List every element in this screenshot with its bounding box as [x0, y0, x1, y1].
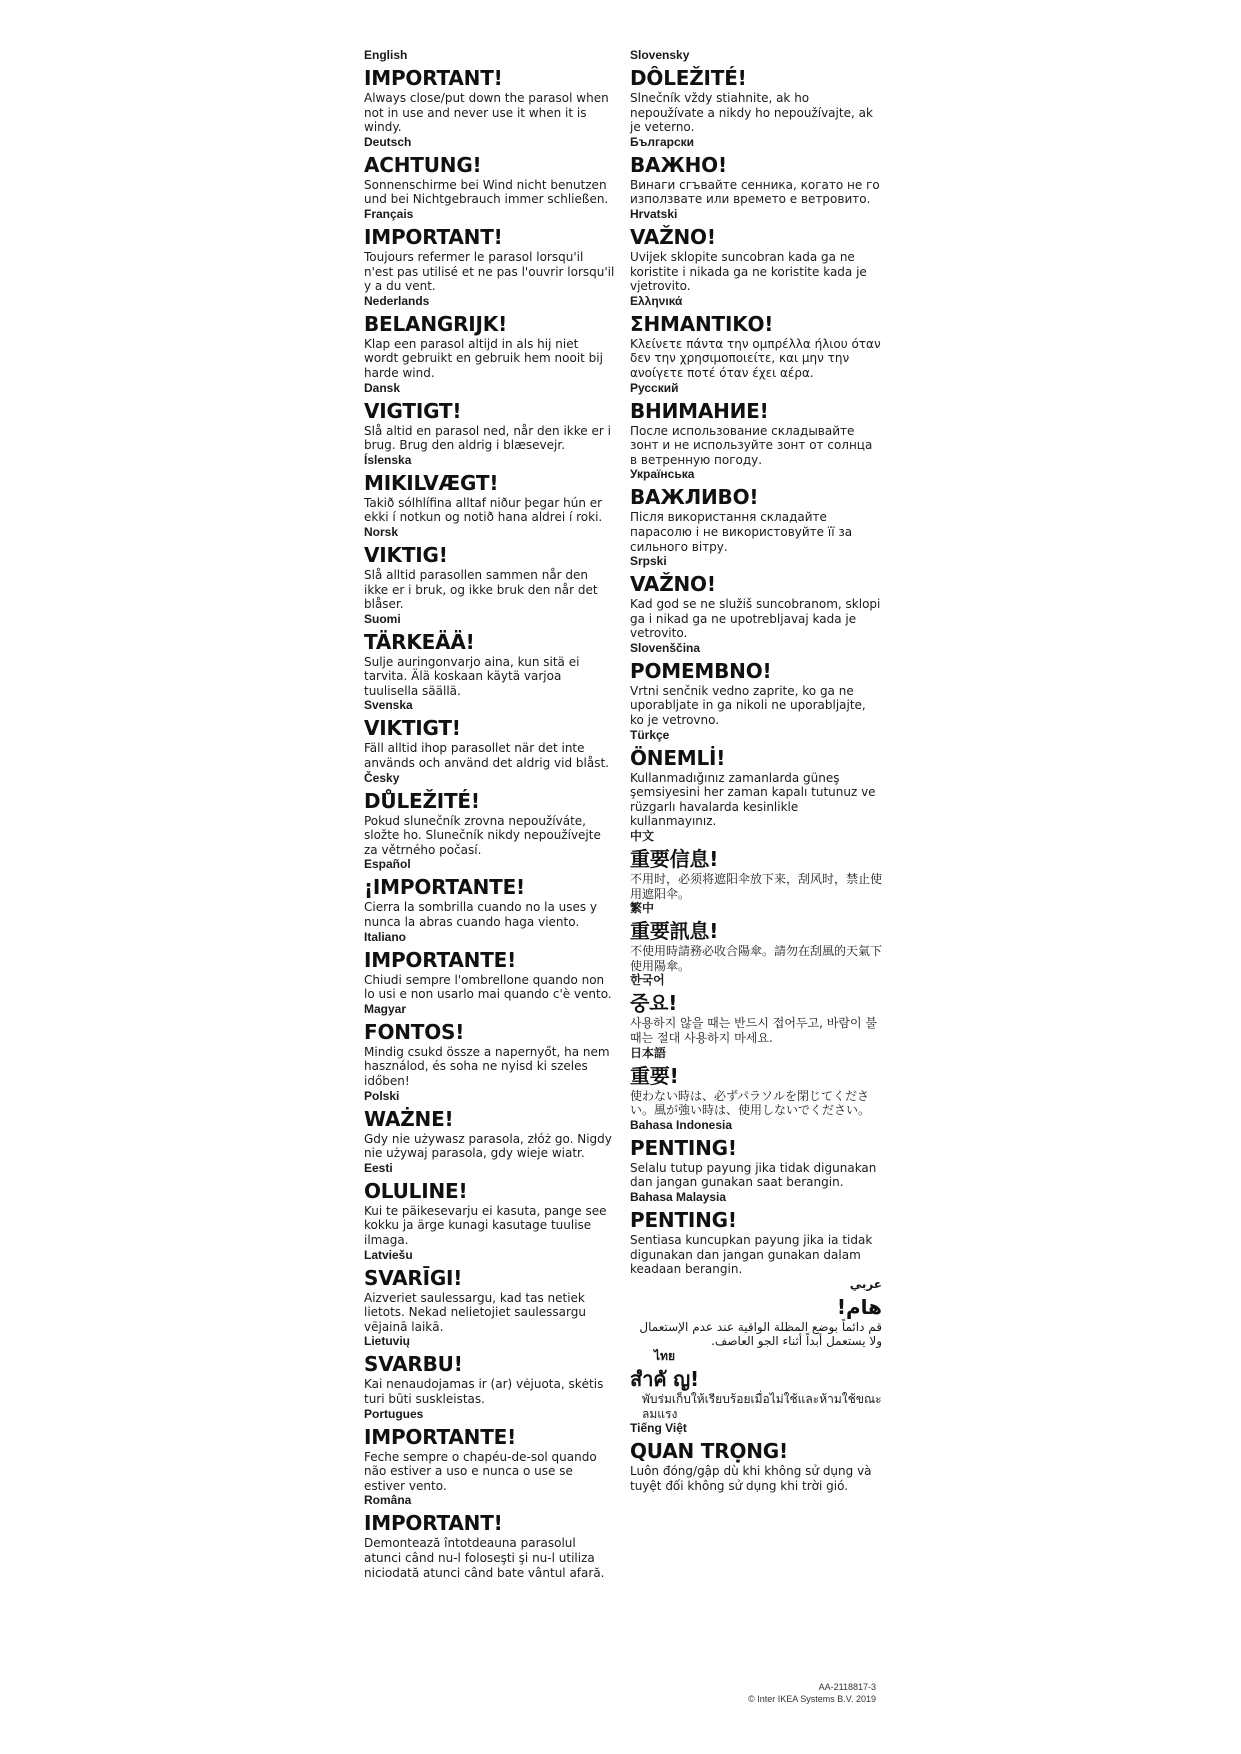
warning-text: قم دائماً بوضع المظلة الواقية عند عدم الإستعمال ولا يستعمل أبداً أثناء الجو العاصف.	[639, 1319, 882, 1349]
warning-heading: SVARĪGI!	[364, 1265, 463, 1290]
language-name: Latviešu	[364, 1247, 413, 1262]
warning-text: Kullanmadığınız zamanlarda güneş şemsiyesini her zaman kapalı tutunuz ve rüzgarlı havalarda kesinlikle kullanmayınız.	[630, 770, 876, 829]
warning-text: พับร่มเก็บให้เรียบร้อยเมื่อไม่ใช้และห้ามใช้ขณะลมแรง	[642, 1391, 882, 1421]
language-block	[364, 698, 616, 770]
language-name: Srpski	[630, 554, 667, 569]
language-block	[364, 135, 616, 207]
warning-heading: BELANGRIJK!	[364, 311, 507, 336]
language-name: English	[364, 48, 408, 62]
language-name: ไทย	[654, 1348, 675, 1363]
language-name: Русский	[630, 380, 679, 395]
language-block	[630, 901, 882, 973]
warning-text: Klap een parasol altijd in als hij niet wordt gebruikt en gebruik hem nooit bij harde wind.	[364, 336, 603, 380]
warning-heading: ВАЖЛИВО!	[630, 485, 759, 510]
warning-heading: ΣΗΜΑΝΤΙΚΟ!	[630, 311, 774, 336]
warning-text: Luôn đóng/gập dù khi không sử dụng và tuyệt đối không sử dụng khi trời gió.	[630, 1464, 872, 1493]
warning-text: Sentiasa kuncupkan payung jika ia tidak digunakan dan jangan gunakan dalam keadaan berangin.	[630, 1232, 873, 1277]
warning-heading: IMPORTANTE!	[364, 947, 517, 972]
warning-heading: IMPORTANT!	[364, 224, 503, 249]
language-name: Eesti	[364, 1160, 393, 1175]
language-name: Hrvatski	[630, 206, 678, 221]
language-block	[630, 1190, 882, 1277]
article-number: AA-2118817-3	[818, 1682, 876, 1692]
language-name: Deutsch	[364, 134, 412, 149]
warning-heading: PENTING!	[630, 1207, 737, 1232]
warning-heading: DŮLEŽITÉ!	[364, 788, 480, 813]
language-block	[364, 1248, 616, 1335]
warning-text: Mindig csukd össze a napernyőt, ha nem használod, és soha ne nyisd ki szeles időben!	[364, 1044, 610, 1088]
language-block	[630, 135, 882, 207]
warning-text: Kai nenaudojamas ir (ar) vėjuota, skėtis turi būti suskleistas.	[364, 1377, 604, 1406]
warning-heading: PENTING!	[630, 1135, 737, 1160]
language-block	[364, 612, 616, 699]
language-name: Français	[364, 206, 414, 221]
warning-heading: OLULINE!	[364, 1178, 468, 1203]
warning-text: Uvijek sklopite suncobran kada ga ne koristite i nikada ga ne koristite kada je vjetrovito.	[630, 249, 867, 294]
language-block	[630, 48, 882, 135]
language-name: Tiếng Việt	[630, 1421, 687, 1436]
language-block	[364, 453, 616, 525]
warning-heading: هام!	[836, 1294, 882, 1319]
language-block	[364, 857, 616, 929]
language-block	[364, 1493, 616, 1580]
language-block	[364, 930, 616, 1002]
warning-heading: ¡IMPORTANTE!	[364, 875, 525, 900]
language-name: Svenska	[364, 698, 413, 713]
language-name: Norsk	[364, 524, 399, 539]
warning-text: Toujours refermer le parasol lorsqu'il n'est pas utilisé et ne pas l'ouvrir lorsqu'il y a du vent.	[364, 249, 615, 294]
language-block	[630, 829, 882, 901]
language-name: Български	[630, 134, 695, 149]
language-block	[630, 1118, 882, 1190]
warning-text: Винаги сгъвайте сенника, когато не го използвате или времето е ветровито.	[630, 177, 880, 207]
warning-text: Takið sólhlífina alltaf niður þegar hún er ekki í notkun og notið hana aldrei í roki.	[364, 495, 603, 525]
language-block	[630, 728, 882, 829]
language-name: عربي	[849, 1276, 882, 1291]
language-block	[364, 1002, 616, 1089]
language-block	[630, 467, 882, 554]
warning-heading: ВНИМАНИЕ!	[630, 398, 769, 423]
warning-heading: VIKTIGT!	[364, 716, 461, 741]
language-block	[630, 1421, 882, 1493]
language-block	[364, 1161, 616, 1248]
language-block	[364, 525, 616, 612]
warning-heading: SVARBU!	[364, 1352, 463, 1377]
warning-heading: VAŽNO!	[630, 224, 716, 249]
warning-heading: MIKILVÆGT!	[364, 470, 499, 495]
warning-heading: TÄRKEÄÄ!	[364, 629, 475, 654]
warning-heading: QUAN TRỌNG!	[630, 1439, 788, 1464]
warning-heading: 重要信息!	[630, 847, 719, 872]
warning-text: Cierra la sombrilla cuando no la uses y nunca la abras cuando haga viento.	[364, 900, 598, 930]
warning-heading: 중요!	[630, 991, 678, 1016]
language-name: Magyar	[364, 1001, 407, 1016]
warning-heading: IMPORTANTE!	[364, 1424, 517, 1449]
language-block	[630, 1046, 882, 1118]
warning-heading: ÖNEMLİ!	[630, 745, 726, 770]
warning-text: Always close/put down the parasol when not in use and never use it when it is windy.	[364, 91, 609, 135]
warning-text: Kui te päikesevarju ei kasuta, pange see kokku ja ärge kunagi kasutage tuulise ilmaga.	[364, 1203, 607, 1247]
warning-heading: VIKTIG!	[364, 542, 448, 567]
warning-text: Demontează întotdeauna parasolul atunci când nu-l foloseşti şi nu-l utiliza niciodată atunci când bate vântul afară.	[364, 1536, 605, 1580]
warning-heading: สำคั ญ!	[630, 1366, 699, 1391]
language-block	[364, 1334, 616, 1406]
warning-heading: VIGTIGT!	[364, 398, 462, 423]
language-name: Nederlands	[364, 293, 430, 308]
warning-text: Slnečník vždy stiahnite, ak ho nepoužívate a nikdy ho nepoužívajte, ak je veterno.	[630, 91, 873, 135]
language-name: Bahasa Malaysia	[630, 1189, 727, 1204]
warning-heading: 重要!	[630, 1063, 679, 1088]
warning-text: Aizveriet saulessargu, kad tas netiek lietots. Nekad nelietojiet saulessargu vējainā laikā.	[364, 1290, 586, 1334]
warning-text: 不用时，必须将遮阳伞放下来，刮风时，禁止使用遮阳伞。	[630, 872, 883, 901]
warning-heading: WAŻNE!	[364, 1106, 454, 1131]
language-name: Ελληνικά	[630, 293, 683, 308]
warning-text: 不使用時請務必收合陽傘。請勿在刮風的天氣下使用陽傘。	[630, 944, 883, 973]
warning-text: Selalu tutup payung jika tidak digunakan dan jangan gunakan saat berangin.	[630, 1160, 877, 1190]
language-block	[364, 1089, 616, 1161]
language-block	[630, 207, 882, 294]
warning-heading: FONTOS!	[364, 1019, 465, 1044]
warning-text: Slå altid en parasol ned, når den ikke er i brug. Brug den aldrig i blæsevejr.	[364, 423, 611, 453]
warning-heading: DÔLEŽITÉ!	[630, 66, 747, 90]
language-block	[364, 771, 616, 858]
warning-text: Chiudi sempre l'ombrellone quando non lo usi e non usarlo mai quando c'è vento.	[364, 972, 612, 1002]
language-name: Polski	[364, 1088, 400, 1103]
warning-text: Після використання складайте парасолю і не використовуйте її за сильного вітру.	[630, 510, 853, 554]
language-name: Česky	[364, 770, 400, 785]
language-block	[630, 641, 882, 728]
language-name: 繁中	[630, 901, 655, 916]
warning-text: Sonnenschirme bei Wind nicht benutzen und bei Nichtgebrauch immer schließen.	[364, 177, 609, 207]
language-name: Bahasa Indonesia	[630, 1117, 733, 1132]
language-name: Türkçe	[630, 727, 670, 742]
language-block	[364, 294, 616, 381]
language-name: Suomi	[364, 611, 401, 626]
right-column	[630, 48, 882, 1493]
language-name: Româna	[364, 1493, 412, 1508]
warning-heading: ВАЖНО!	[630, 152, 727, 177]
warning-text: Κλείνετε πάντα την ομπρέλλα ήλιου όταν δεν την χρησιμοποιείτε, και μην την ανοίγετε ποτέ όταν έχει αέρα.	[630, 336, 881, 380]
language-name: 日本語	[630, 1045, 667, 1060]
language-block	[364, 381, 616, 453]
language-name: Íslenska	[364, 452, 412, 467]
language-name: Slovensky	[630, 48, 690, 62]
language-block	[364, 1407, 616, 1494]
warning-text: Vrtni senčnik vedno zaprite, ko ga ne uporabljate in ga nikoli ne uporabljajte, ko je vetrovno.	[630, 683, 866, 728]
language-block	[630, 381, 882, 468]
warning-heading: ACHTUNG!	[364, 152, 482, 177]
warning-heading: VAŽNO!	[630, 572, 716, 597]
language-block	[364, 207, 616, 294]
language-name: Italiano	[364, 929, 407, 944]
language-block	[630, 1277, 882, 1349]
language-name: 中文	[630, 829, 655, 844]
language-name: Slovenščina	[630, 640, 701, 655]
footer	[640, 1681, 876, 1705]
warning-text: 使わない時は、必ずパラソルを閉じてください。風が強い時は、使用しないでください。	[630, 1088, 871, 1118]
language-name: Dansk	[364, 380, 401, 395]
language-block	[630, 294, 882, 381]
warning-text: Feche sempre o chapéu-de-sol quando não estiver a uso e nunca o use se estiver vento.	[364, 1449, 597, 1493]
warning-heading: IMPORTANT!	[364, 66, 503, 90]
language-name: Español	[364, 857, 411, 872]
warning-heading: POMEMBNO!	[630, 658, 772, 683]
language-name: Portugues	[364, 1406, 424, 1421]
language-block	[364, 48, 616, 135]
warning-text: 사용하지 않을 때는 반드시 접어두고, 바람이 불 때는 절대 사용하지 마세요.	[630, 1016, 877, 1045]
warning-text: Kad god se ne služiš suncobranom, sklopi ga i nikad ga ne upotrebljavaj kada je vetrovito.	[630, 597, 881, 641]
warning-text: Gdy nie używasz parasola, złóż go. Nigdy nie używaj parasola, gdy wieje wiatr.	[364, 1131, 612, 1161]
language-block	[630, 554, 882, 641]
left-column	[364, 48, 616, 1580]
warning-heading: 重要訊息!	[630, 919, 719, 944]
copyright: © Inter IKEA Systems B.V. 2019	[748, 1694, 876, 1704]
language-name: Українська	[630, 467, 695, 482]
language-block	[630, 973, 882, 1045]
warning-text: После использование складывайте зонт и не используйте зонт от солнца в ветренную погоду.	[630, 423, 873, 467]
warning-text: Pokud slunečník zrovna nepoužíváte, složte ho. Slunečník nikdy nepoužívejte za větrného počasí.	[364, 813, 601, 857]
warning-heading: IMPORTANT!	[364, 1511, 503, 1536]
warning-text: Sulje auringonvarjo aina, kun sitä ei tarvita. Älä koskaan käytä varjoa tuulisella säällä.	[364, 654, 580, 698]
language-name: 한국어	[630, 973, 665, 988]
language-block	[630, 1349, 882, 1421]
warning-text: Fäll alltid ihop parasollet när det inte används och använd det aldrig vid blåst.	[364, 741, 609, 771]
warning-text: Slå alltid parasollen sammen når den ikke er i bruk, og ikke bruk den når det blåser.	[364, 567, 598, 612]
language-name: Lietuvių	[364, 1334, 411, 1349]
